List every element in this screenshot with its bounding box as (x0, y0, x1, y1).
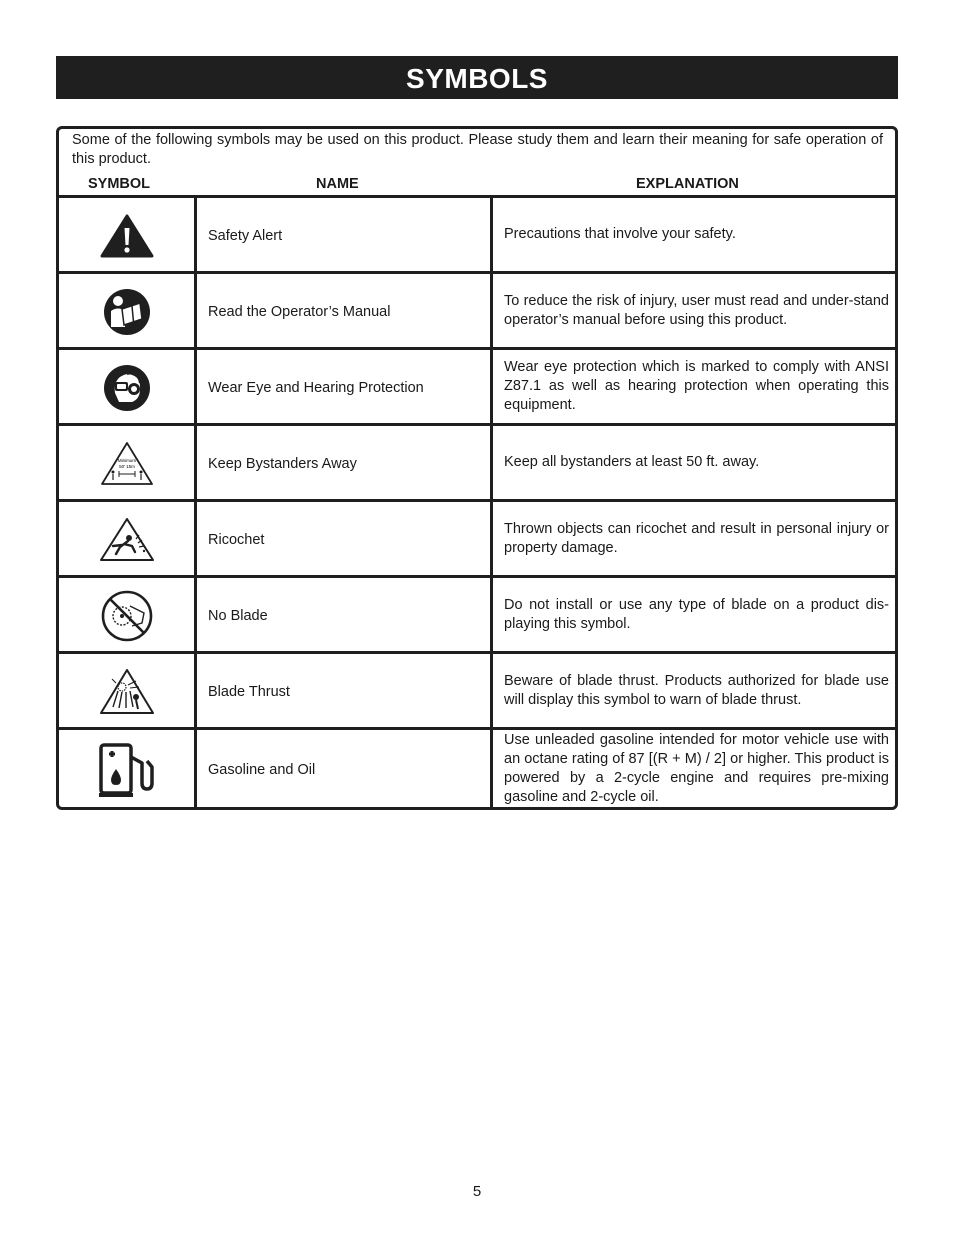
symbol-name: Keep Bystanders Away (208, 456, 357, 472)
blade-thrust-icon (59, 654, 194, 730)
symbol-name: Gasoline and Oil (208, 762, 316, 778)
icon-text-minimum: Minimum (117, 458, 136, 463)
symbols-table (56, 126, 898, 810)
symbol-explanation: Keep all bystanders at least 50 ft. away. (504, 454, 760, 470)
table-row (59, 426, 895, 502)
symbol-explanation: Precautions that involve your safety. (504, 226, 736, 242)
icon-text-distance: 50' 15m (118, 464, 135, 469)
ricochet-icon (59, 502, 194, 578)
column-header-explanation: EXPLANATION (636, 176, 739, 192)
symbol-explanation: To reduce the risk of injury, user must read and under-stand operator’s manual before using this product. (504, 292, 889, 328)
page-title: SYMBOLS (56, 56, 898, 99)
symbol-explanation: Do not install or use any type of blade on a product dis-playing this symbol. (504, 596, 889, 632)
symbol-explanation: Use unleaded gasoline intended for motor vehicle use with an octane rating of 87 [(R + M) / 2] or higher. This product is powered by a 2-cycle engine and requires pre-mixing gasoline and 2-cycle oil. (504, 731, 889, 805)
read-manual-icon (59, 274, 194, 350)
symbol-explanation: Wear eye protection which is marked to comply with ANSI Z87.1 as well as hearing protection when operating this equipment. (504, 359, 889, 413)
table-row (59, 274, 895, 350)
symbol-name: Ricochet (208, 532, 265, 548)
table-row (59, 578, 895, 654)
table-row (59, 350, 895, 426)
intro-text: Some of the following symbols may be used on this product. Please study them and learn their meaning for safe operation of this product. (72, 132, 883, 167)
symbol-name: No Blade (208, 608, 268, 624)
symbol-explanation: Thrown objects can ricochet and result in personal injury or property damage. (504, 520, 889, 556)
eye-hearing-protection-icon (59, 350, 194, 426)
page-number: 5 (472, 1183, 482, 1200)
symbol-name: Blade Thrust (208, 684, 290, 700)
keep-bystanders-away-icon (59, 426, 194, 502)
table-row (59, 730, 895, 810)
table-row (59, 654, 895, 730)
table-row (59, 502, 895, 578)
safety-alert-icon (59, 198, 194, 274)
symbol-name: Safety Alert (208, 228, 283, 244)
symbol-name: Wear Eye and Hearing Protection (208, 380, 424, 396)
column-header-name: NAME (316, 176, 359, 192)
table-row (59, 198, 895, 274)
column-header-symbol: SYMBOL (88, 176, 151, 192)
gasoline-oil-icon (59, 730, 194, 810)
no-blade-icon (59, 578, 194, 654)
symbol-name: Read the Operator’s Manual (208, 304, 391, 320)
symbol-explanation: Beware of blade thrust. Products authorized for blade use will display this symbol to warn of blade thrust. (504, 672, 889, 708)
